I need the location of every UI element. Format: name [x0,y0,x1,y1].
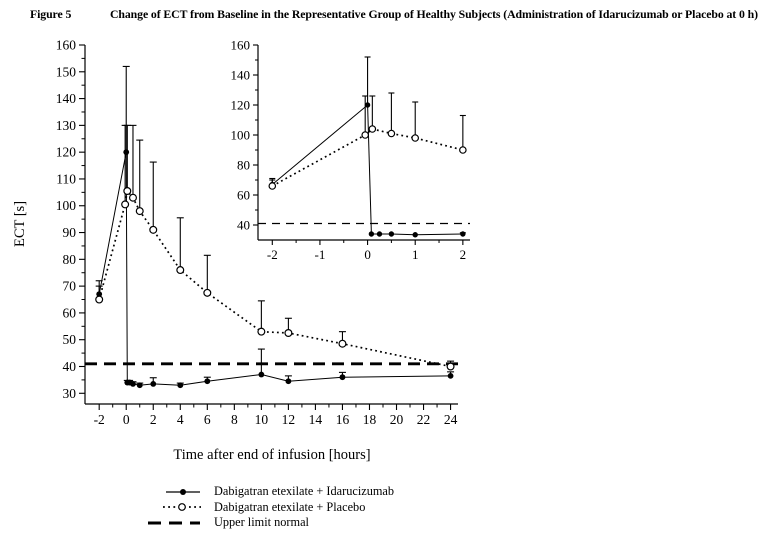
x-tick-label: 0 [364,247,371,262]
placebo-point [150,226,157,233]
idarucizumab-point [258,372,264,378]
placebo-point [204,289,211,296]
placebo-point [96,296,103,303]
idarucizumab-point [137,382,143,388]
y-tick-label: 80 [62,251,76,267]
idarucizumab-point [340,374,346,380]
y-tick-label: 80 [237,157,250,173]
placebo-point [447,363,454,370]
y-tick-label: 130 [55,117,76,133]
placebo-line [99,191,450,367]
figure-title: Change of ECT from Baseline in the Representative Group of Healthy Subjects (Administration of Idarucizumab or Placebo at 0 h) [110,7,758,21]
legend-label: Dabigatran etexilate + Placebo [214,499,366,514]
x-tick-label: 8 [230,412,238,427]
y-tick-label: 160 [55,37,76,53]
y-tick-label: 70 [62,278,76,294]
idarucizumab-point [460,231,465,236]
main-plot [56,38,458,428]
y-tick-label: 60 [237,187,250,203]
x-tick-label: 0 [122,412,130,427]
legend-item-placebo [148,500,394,516]
figure-number: Figure 5 [30,7,72,21]
idarucizumab-point [377,231,382,236]
y-tick-label: 120 [55,144,76,160]
legend-label: Upper limit normal [214,515,309,530]
placebo-point [369,126,375,132]
placebo-point [460,147,466,153]
y-tick-label: 90 [62,225,76,241]
y-tick-label: 140 [230,67,250,83]
placebo-point [269,183,275,189]
y-tick-label: 100 [55,198,76,214]
idarucizumab-point [204,378,210,384]
plot-root [56,38,470,428]
idarucizumab-point [413,232,418,237]
x-tick-label: -2 [266,247,278,262]
idarucizumab-point [123,149,129,155]
idarucizumab-point [130,381,136,387]
placebo-point [124,188,131,195]
y-tick-label: 150 [55,64,76,80]
x-tick-label: 14 [308,412,323,427]
x-tick-label: 4 [176,412,184,427]
y-tick-label: 140 [55,91,76,107]
placebo-point [285,330,292,337]
idarucizumab-point [365,102,370,107]
placebo-point [122,201,129,208]
idarucizumab-line [272,105,463,235]
y-tick-label: 160 [230,37,250,53]
idarucizumab-point [448,373,454,379]
x-tick-label: 18 [362,412,377,427]
x-tick-label: 1 [411,247,419,262]
idarucizumab-point [389,231,394,236]
x-tick-label: 20 [389,412,404,427]
placebo-point [258,328,265,335]
x-tick-label: 2 [149,412,157,427]
y-tick-label: 40 [62,358,76,374]
x-axis-title: Time after end of infusion [hours] [173,447,371,463]
idarucizumab-point [369,231,374,236]
y-tick-label: 50 [62,332,76,348]
x-tick-label: -1 [314,247,326,262]
idarucizumab-point [150,381,156,387]
solid-line-filled-circle-swatch [148,487,205,497]
idarucizumab-point [177,382,183,388]
x-tick-label: 16 [335,412,350,427]
x-tick-label: 10 [254,412,269,427]
x-tick-label: 6 [203,412,211,427]
placebo-point [177,267,184,274]
x-tick-label: -2 [93,412,105,427]
placebo-point [388,130,394,136]
placebo-point [362,132,368,138]
inset-plot [231,38,471,263]
legend-item-upper-limit [148,515,394,531]
x-tick-label: 2 [459,247,467,262]
placebo-point [412,135,418,141]
x-tick-label: 22 [416,412,431,427]
y-tick-label: 110 [56,171,76,187]
y-axis-title: ECT [s] [12,200,28,248]
y-tick-label: 30 [62,385,76,401]
placebo-point [339,340,346,347]
legend-item-idarucizumab [148,484,394,500]
dotted-line-open-circle-swatch [148,502,205,512]
y-tick-label: 40 [237,217,250,233]
thick-dashed-line-swatch [148,518,205,528]
y-tick-label: 100 [230,127,250,143]
placebo-point [136,208,143,215]
idarucizumab-point [285,378,291,384]
y-tick-label: 120 [230,97,250,113]
legend-label: Dabigatran etexilate + Idarucizumab [214,484,395,499]
x-tick-label: 24 [443,412,458,427]
x-tick-label: 12 [281,412,296,427]
y-tick-label: 60 [62,305,76,321]
legend [148,484,394,531]
placebo-point [130,194,137,201]
